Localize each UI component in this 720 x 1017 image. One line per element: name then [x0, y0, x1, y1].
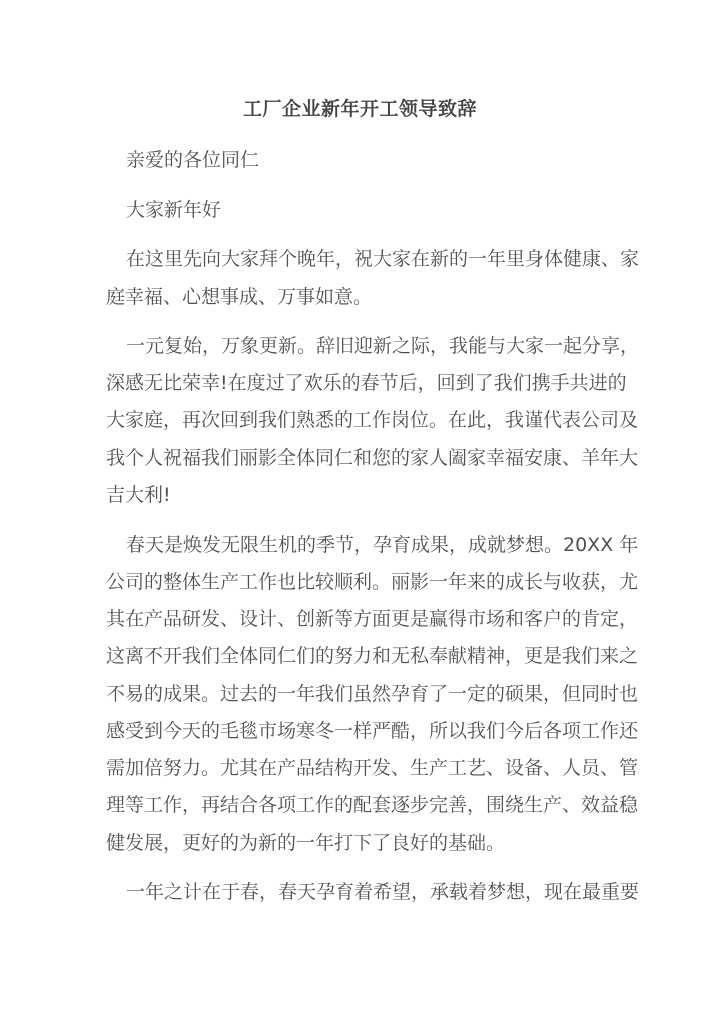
paragraph-line: 一年之计在于春，春天孕育着希望，承载着梦想，现在最重要 — [126, 881, 640, 903]
paragraph-line: 大家庭，再次回到我们熟悉的工作岗位。在此，我谨代表公司及 — [106, 409, 639, 431]
paragraph-line: 在这里先向大家拜个晚年，祝大家在新的一年里身体健康、家 — [126, 248, 640, 270]
paragraph-line: 吉大利! — [106, 484, 171, 506]
paragraph-line: 感受到今天的毛毯市场寒冬一样严酷，所以我们今后各项工作还 — [106, 720, 639, 742]
paragraph-line: 公司的整体生产工作也比较顺利。丽影一年来的成长与收获，尤 — [106, 571, 639, 593]
paragraph-line: 不易的成果。过去的一年我们虽然孕育了一定的硕果，但同时也 — [106, 683, 639, 705]
greeting: 大家新年好 — [126, 199, 222, 221]
paragraph-line: 这离不开我们全体同仁们的努力和无私奉献精神，更是我们来之 — [106, 645, 639, 667]
paragraph-line: 一元复始，万象更新。辞旧迎新之际，我能与大家一起分享， — [126, 335, 640, 357]
salutation: 亲爱的各位同仁 — [126, 149, 260, 171]
paragraph-line: 深感无比荣幸!在度过了欢乐的春节后，回到了我们携手共进的 — [106, 372, 627, 394]
paragraph-line: 其在产品研发、设计、创新等方面更是赢得市场和客户的肯定， — [106, 608, 639, 630]
paragraph-line: 春天是焕发无限生机的季节，孕育成果，成就梦想。20XX 年 — [126, 534, 639, 556]
paragraph-line: 我个人祝福我们丽影全体同仁和您的家人阖家幸福安康、羊年大 — [106, 447, 639, 469]
paragraph-line: 理等工作，再结合各项工作的配套逐步完善，围绕生产、效益稳 — [106, 794, 639, 816]
document-title: 工厂企业新年开工领导致辞 — [242, 98, 477, 120]
paragraph-line: 需加倍努力。尤其在产品结构开发、生产工艺、设备、人员、管 — [106, 757, 639, 779]
paragraph-line: 健发展，更好的为新的一年打下了良好的基础。 — [106, 832, 506, 854]
paragraph-line: 庭幸福、心想事成、万事如意。 — [106, 286, 373, 308]
